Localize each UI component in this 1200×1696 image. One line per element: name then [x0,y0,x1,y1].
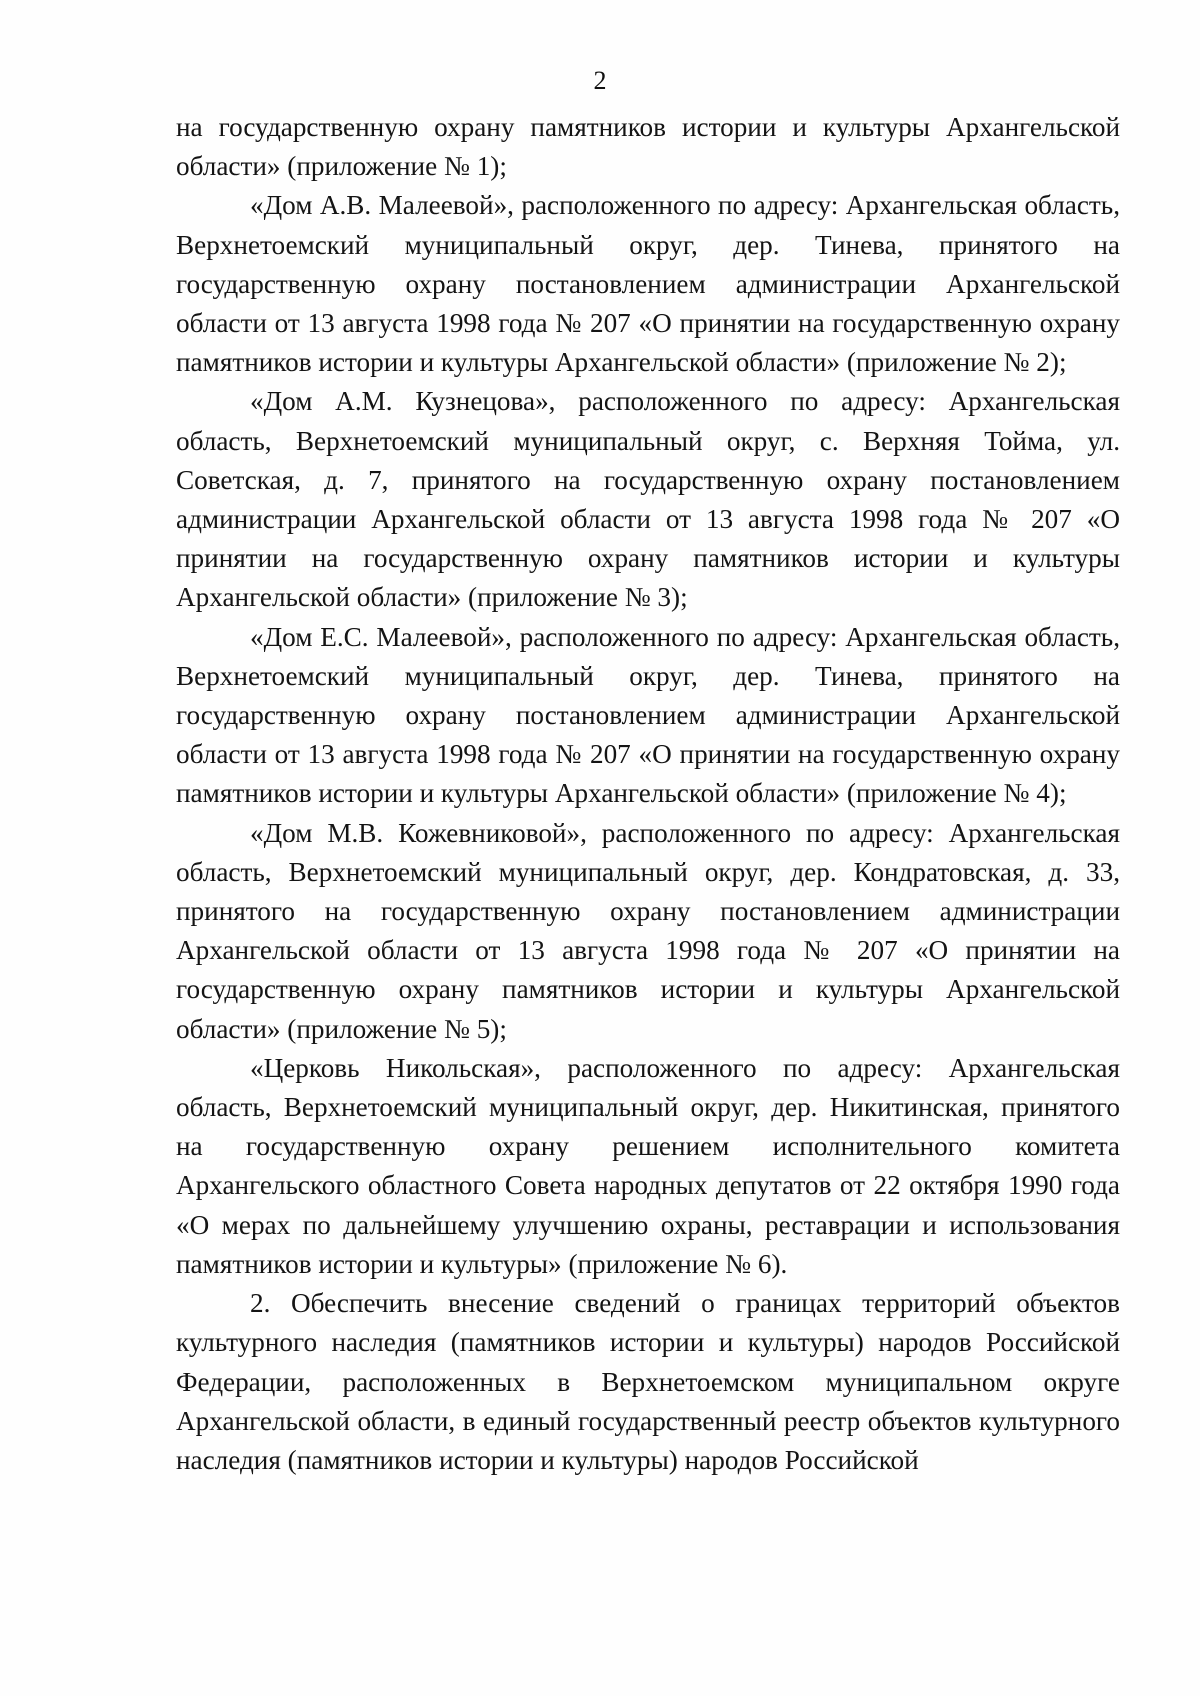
page-number: 2 [593,66,607,95]
paragraph-continued: на государственную охрану памятников истории и культуры Архангельской области» (приложение № 1); [176,112,1120,182]
paragraph-item-malejeva-es: «Дом Е.С. Малеевой», расположенного по адресу: Архангельская область, Верхнетоемский муниципальный округ, дер. Тинева, принятого на государственную охрану постановлением администрации Архангельской области от 13 августа 1998 года № 207 «О принятии на государственную охрану памятников истории и культуры Архангельской области» (приложение № 4); [176,621,1120,809]
paragraph-item-kozhevnikova-mv: «Дом М.В. Кожевниковой», расположенного по адресу: Архангельская область, Верхнетоемский муниципальный округ, дер. Кондратовская, д. 33, принятого на государственную охрану постановлением администрации Архангельской области от 13 августа 1998 года № 207 «О принятии на государственную охрану памятников истории и культуры Архангельской области» (приложение № 5); [176,817,1120,1044]
document-body [176,108,1120,1480]
paragraph-item-church-nikolskaya: «Церковь Никольская», расположенного по адресу: Архангельская область, Верхнетоемский муниципальный округ, дер. Никитинская, принятого на государственную охрану решением исполнительного комитета Архангельского областного Совета народных депутатов от 22 октября 1990 года «О мерах по дальнейшему улучшению охраны, реставрации и использования памятников истории и культуры» (приложение № 6). [176,1052,1120,1279]
paragraph-item-malejeva-av: «Дом А.В. Малеевой», расположенного по адресу: Архангельская область, Верхнетоемский муниципальный округ, дер. Тинева, принятого на государственную охрану постановлением администрации Архангельской области от 13 августа 1998 года № 207 «О принятии на государственную охрану памятников истории и культуры Архангельской области» (приложение № 2); [176,190,1120,378]
paragraph-point-2: 2. Обеспечить внесение сведений о границах территорий объектов культурного наследия (памятников истории и культуры) народов Российской Федерации, расположенных в Верхнетоемском муниципальном округе Архангельской области, в единый государственный реестр объектов культурного наследия (памятников истории и культуры) народов Российской [176,1288,1120,1475]
paragraph-item-kuznetsov-am: «Дом А.М. Кузнецова», расположенного по адресу: Архангельская область, Верхнетоемский муниципальный округ, с. Верхняя Тойма, ул. Советская, д. 7, принятого на государственную охрану постановлением администрации Архангельской области от 13 августа 1998 года № 207 «О принятии на государственную охрану памятников истории и культуры Архангельской области» (приложение № 3); [176,386,1120,613]
